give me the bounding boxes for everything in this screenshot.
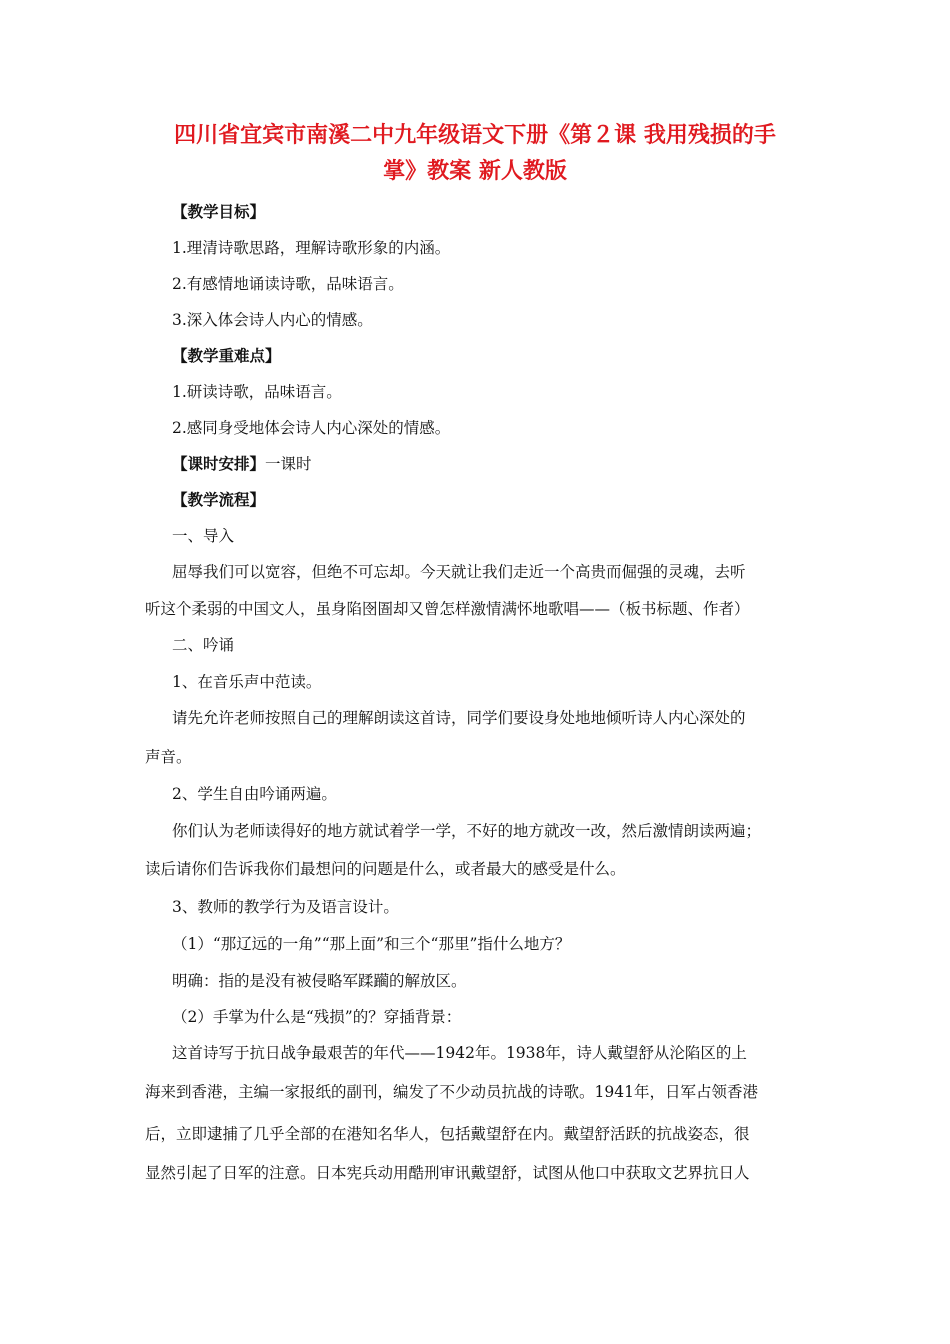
answer-1: 明确：指的是没有被侵略军蹂躏的解放区。 — [172, 972, 467, 990]
background-paragraph-line-3: 后，立即逮捕了几乎全部的在港知名华人，包括戴望舒在内。戴望舒活跃的抗战姿态，很 — [145, 1125, 750, 1143]
intro-paragraph-line-2: 听这个柔弱的中国文人，虽身陷囹圄却又曾怎样激情满怀地歌唱——（板书标题、作者） — [145, 600, 750, 618]
background-paragraph-line-1: 这首诗写于抗日战争最艰苦的年代——1942年。1938年，诗人戴望舒从沦陷区的上 — [172, 1044, 747, 1062]
key-point-item-1: 1.研读诗歌，品味语言。 — [172, 383, 342, 401]
time-arrangement-heading: 【课时安排】 — [172, 455, 266, 473]
intro-title: 一、导入 — [172, 527, 235, 545]
question-1: （1）“那辽远的一角”“那上面”和三个“那里”指什么地方？ — [172, 935, 571, 953]
question-2: （2）手掌为什么是“残损”的？穿插背景： — [172, 1008, 462, 1026]
recite-title: 二、吟诵 — [172, 636, 235, 654]
goals-heading: 【教学目标】 — [172, 203, 266, 221]
goal-item-1: 1.理清诗歌思路，理解诗歌形象的内涵。 — [172, 239, 451, 257]
background-paragraph-line-2: 海来到香港，主编一家报纸的副刊，编发了不少动员抗战的诗歌。1941年，日军占领香港 — [145, 1083, 758, 1101]
background-paragraph-line-4: 显然引起了日军的注意。日本宪兵动用酷刑审讯戴望舒，试图从他口中获取文艺界抗日人 — [145, 1164, 750, 1182]
goal-item-2: 2.有感情地诵读诗歌，品味语言。 — [172, 275, 404, 293]
step-2-paragraph-line-1: 你们认为老师读得好的地方就试着学一学，不好的地方就改一改，然后激情朗读两遍； — [172, 822, 762, 840]
document-title-line-2: 掌》教案 新人教版 — [383, 159, 567, 184]
time-arrangement — [172, 453, 312, 475]
step-1: 1、在音乐声中范读。 — [172, 673, 322, 691]
step-3: 3、教师的教学行为及语言设计。 — [172, 898, 399, 916]
document-title-line-1: 四川省宜宾市南溪二中九年级语文下册《第２课 我用残损的手 — [174, 123, 776, 148]
step-1-paragraph-line-1: 请先允许老师按照自己的理解朗读这首诗，同学们要设身处地地倾听诗人内心深处的 — [172, 709, 746, 727]
key-points-heading: 【教学重难点】 — [172, 347, 281, 365]
step-2-paragraph-line-2: 读后请你们告诉我你们最想问的问题是什么，或者最大的感受是什么。 — [145, 860, 626, 878]
goal-item-3: 3.深入体会诗人内心的情感。 — [172, 311, 373, 329]
step-2: 2、学生自由吟诵两遍。 — [172, 785, 337, 803]
time-arrangement-value: 一课时 — [265, 455, 312, 473]
key-point-item-2: 2.感同身受地体会诗人内心深处的情感。 — [172, 419, 451, 437]
intro-paragraph-line-1: 屈辱我们可以宽容，但绝不可忘却。今天就让我们走近一个高贵而倔强的灵魂，去听 — [172, 563, 746, 581]
step-1-paragraph-line-2: 声音。 — [145, 748, 192, 766]
flow-heading: 【教学流程】 — [172, 491, 266, 509]
